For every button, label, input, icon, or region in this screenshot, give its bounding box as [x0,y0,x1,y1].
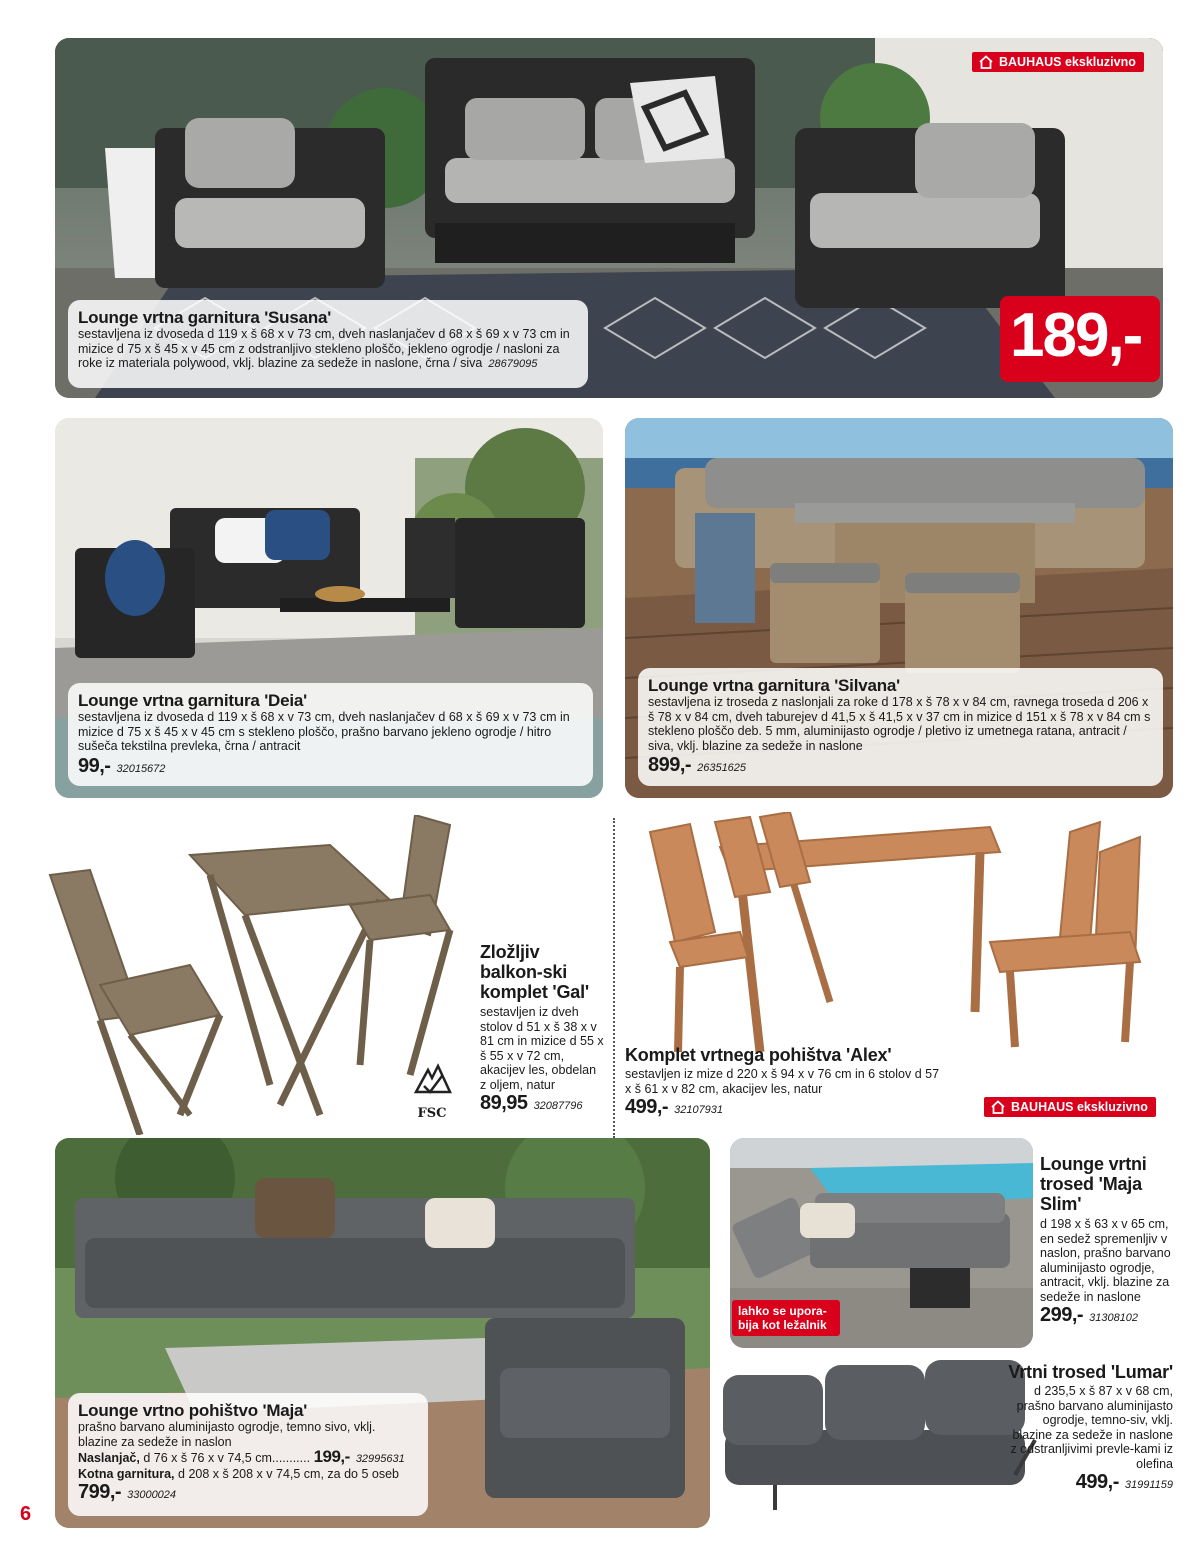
dotted-separator [613,818,615,1138]
bauhaus-badge-top [972,52,1144,72]
price-silvana: 899,- [648,754,692,776]
article-silvana: 26351625 [697,762,747,774]
desc-susana-wrap [78,327,578,372]
title-deia: Lounge vrtna garnitura 'Deia' [78,691,307,710]
priceline-maja-slim [1040,1304,1180,1327]
infobox-maja [68,1393,428,1516]
line1-maja [78,1447,418,1467]
desc-lumar: d 235,5 x š 87 x v 68 cm, prašno barvano aluminijasto ogrodje, temno-siv, vklj. blazine za sedeže in naslone z odstranljivimi prevle-kami iz olefina [1010,1384,1173,1471]
title-alex: Komplet vrtnega pohištva 'Alex' [625,1045,892,1065]
tag-maja-slim-text: lahko se upora-bija kot ležalnik [738,1304,827,1332]
desc-maja-slim: d 198 x š 63 x v 65 cm, en sedež spremenljiv v naslon, prašno barvano aluminijasto ogrodje, antracit, vklj. blazine za sedeže in naslone [1040,1217,1171,1304]
price-lumar: 499,- [1075,1471,1119,1493]
tree-check-icon [410,1062,454,1102]
alex-illustration [630,812,1180,1057]
price-maja-slim: 299,- [1040,1304,1084,1326]
article-deia: 32015672 [116,762,166,775]
badge-label: BAUHAUS ekskluzivno [999,55,1136,69]
price-deia: 99,- [78,754,111,777]
line1-price: 199,- [313,1447,350,1466]
title-lumar: Vrtni trosed 'Lumar' [1008,1362,1173,1382]
priceline-gal [480,1092,605,1115]
line2-article: 33000024 [127,1489,177,1501]
text-maja-slim [1040,1154,1180,1327]
fsc-logo [407,1062,457,1122]
tag-maja-slim [732,1300,840,1336]
priceline-silvana [648,754,1153,777]
desc-alex: sestavljen iz mize d 220 x š 94 x v 76 cm in 6 stolov d 57 x š 61 x v 82 cm, akacijev les, natur [625,1067,940,1096]
line2-price: 799,- [78,1481,122,1503]
infobox-silvana [638,668,1163,786]
house-icon [990,1100,1006,1114]
line1-dims: d 76 x š 76 x v 74,5 cm [143,1451,272,1465]
line2-label: Kotna garnitura, [78,1466,175,1481]
desc-susana: sestavljena iz dvoseda d 119 x š 68 x v 73 cm, dveh naslanjačev d 68 x š 69 x v 73 cm in mizice d 75 x š 45 x v 45 cm z odstranljivo stekleno ploščo, jekleno ogrodje / nasloni za roke iz materiala polywood, vklj. blazine za sedeže in naslone, črna / siva [78,327,570,370]
desc-gal: sestavljen iz dveh stolov d 51 x š 38 x v 81 cm in mizice d 55 x š 55 x v 72 cm, akacijev les, obdelan z oljem, natur [480,1005,604,1092]
article-lumar: 31991159 [1124,1479,1173,1491]
article-gal: 32087796 [533,1100,583,1112]
line2-dims: d 208 x š 208 x v 74,5 cm, za do 5 oseb [178,1466,399,1481]
price-gal: 89,95 [480,1092,528,1114]
article-susana: 28679095 [488,358,538,370]
badge-label: BAUHAUS ekskluzivno [1011,1100,1148,1114]
fsc-label: FSC [417,1106,447,1121]
text-lumar [1005,1363,1173,1494]
line2-priceline [78,1481,418,1504]
infobox-susana [68,300,588,388]
title-susana: Lounge vrtna garnitura 'Susana' [78,308,332,327]
priceline-lumar [1005,1471,1173,1494]
article-maja-slim: 31308102 [1089,1312,1139,1324]
price-susana [1000,296,1160,382]
bauhaus-badge-alex [984,1097,1156,1117]
price-alex: 499,- [625,1096,669,1118]
line1-dots: ........... [271,1451,311,1465]
line2-maja [78,1467,418,1482]
priceline-deia [78,755,583,778]
priceline-alex [625,1096,945,1119]
text-gal [480,942,605,1115]
title-gal: Zložljiv balkon-ski komplet 'Gal' [480,942,589,1002]
text-alex [625,1046,945,1119]
house-icon [978,55,994,69]
title-maja-slim: Lounge vrtni trosed 'Maja Slim' [1040,1154,1147,1214]
article-alex: 32107931 [674,1104,724,1116]
desc-deia: sestavljena iz dvoseda d 119 x š 68 x v 73 cm, dveh naslanjačev d 68 x š 69 x v 73 cm in mizice d 75 x š 45 x v 45 cm s stekleno ploščo, prašno barvano jekleno ogrodje / hitro sušeča tekstilna prevleka, črna / antracit [78,710,570,753]
line1-label: Naslanjač, [78,1451,140,1465]
infobox-deia [68,683,593,786]
line1-article: 32995631 [355,1453,405,1465]
title-maja: Lounge vrtno pohištvo 'Maja' [78,1401,308,1420]
page-number: 6 [20,1503,32,1525]
desc-maja: prašno barvano aluminijasto ogrodje, temno sivo, vklj. blazine za sedeže in naslon [78,1420,376,1449]
desc-silvana: sestavljena iz troseda z naslonjali za roke d 178 x š 78 x v 84 cm, ravnega troseda d 206 x š 78 x v 84 cm, dveh taburejev d 41,5 x š 41,5 x v 37 cm in mizice d 151 x š 78 x v 84 cm s stekleno ploščo deb. 5 mm, aluminijasto ogrodje / pletivo iz umetnega ratana, antracit / siva, vklj. blazine za sedeže in naslone [648,695,1151,753]
title-silvana: Lounge vrtna garnitura 'Silvana' [648,676,901,695]
price-susana-text: 189,- [1010,301,1142,370]
